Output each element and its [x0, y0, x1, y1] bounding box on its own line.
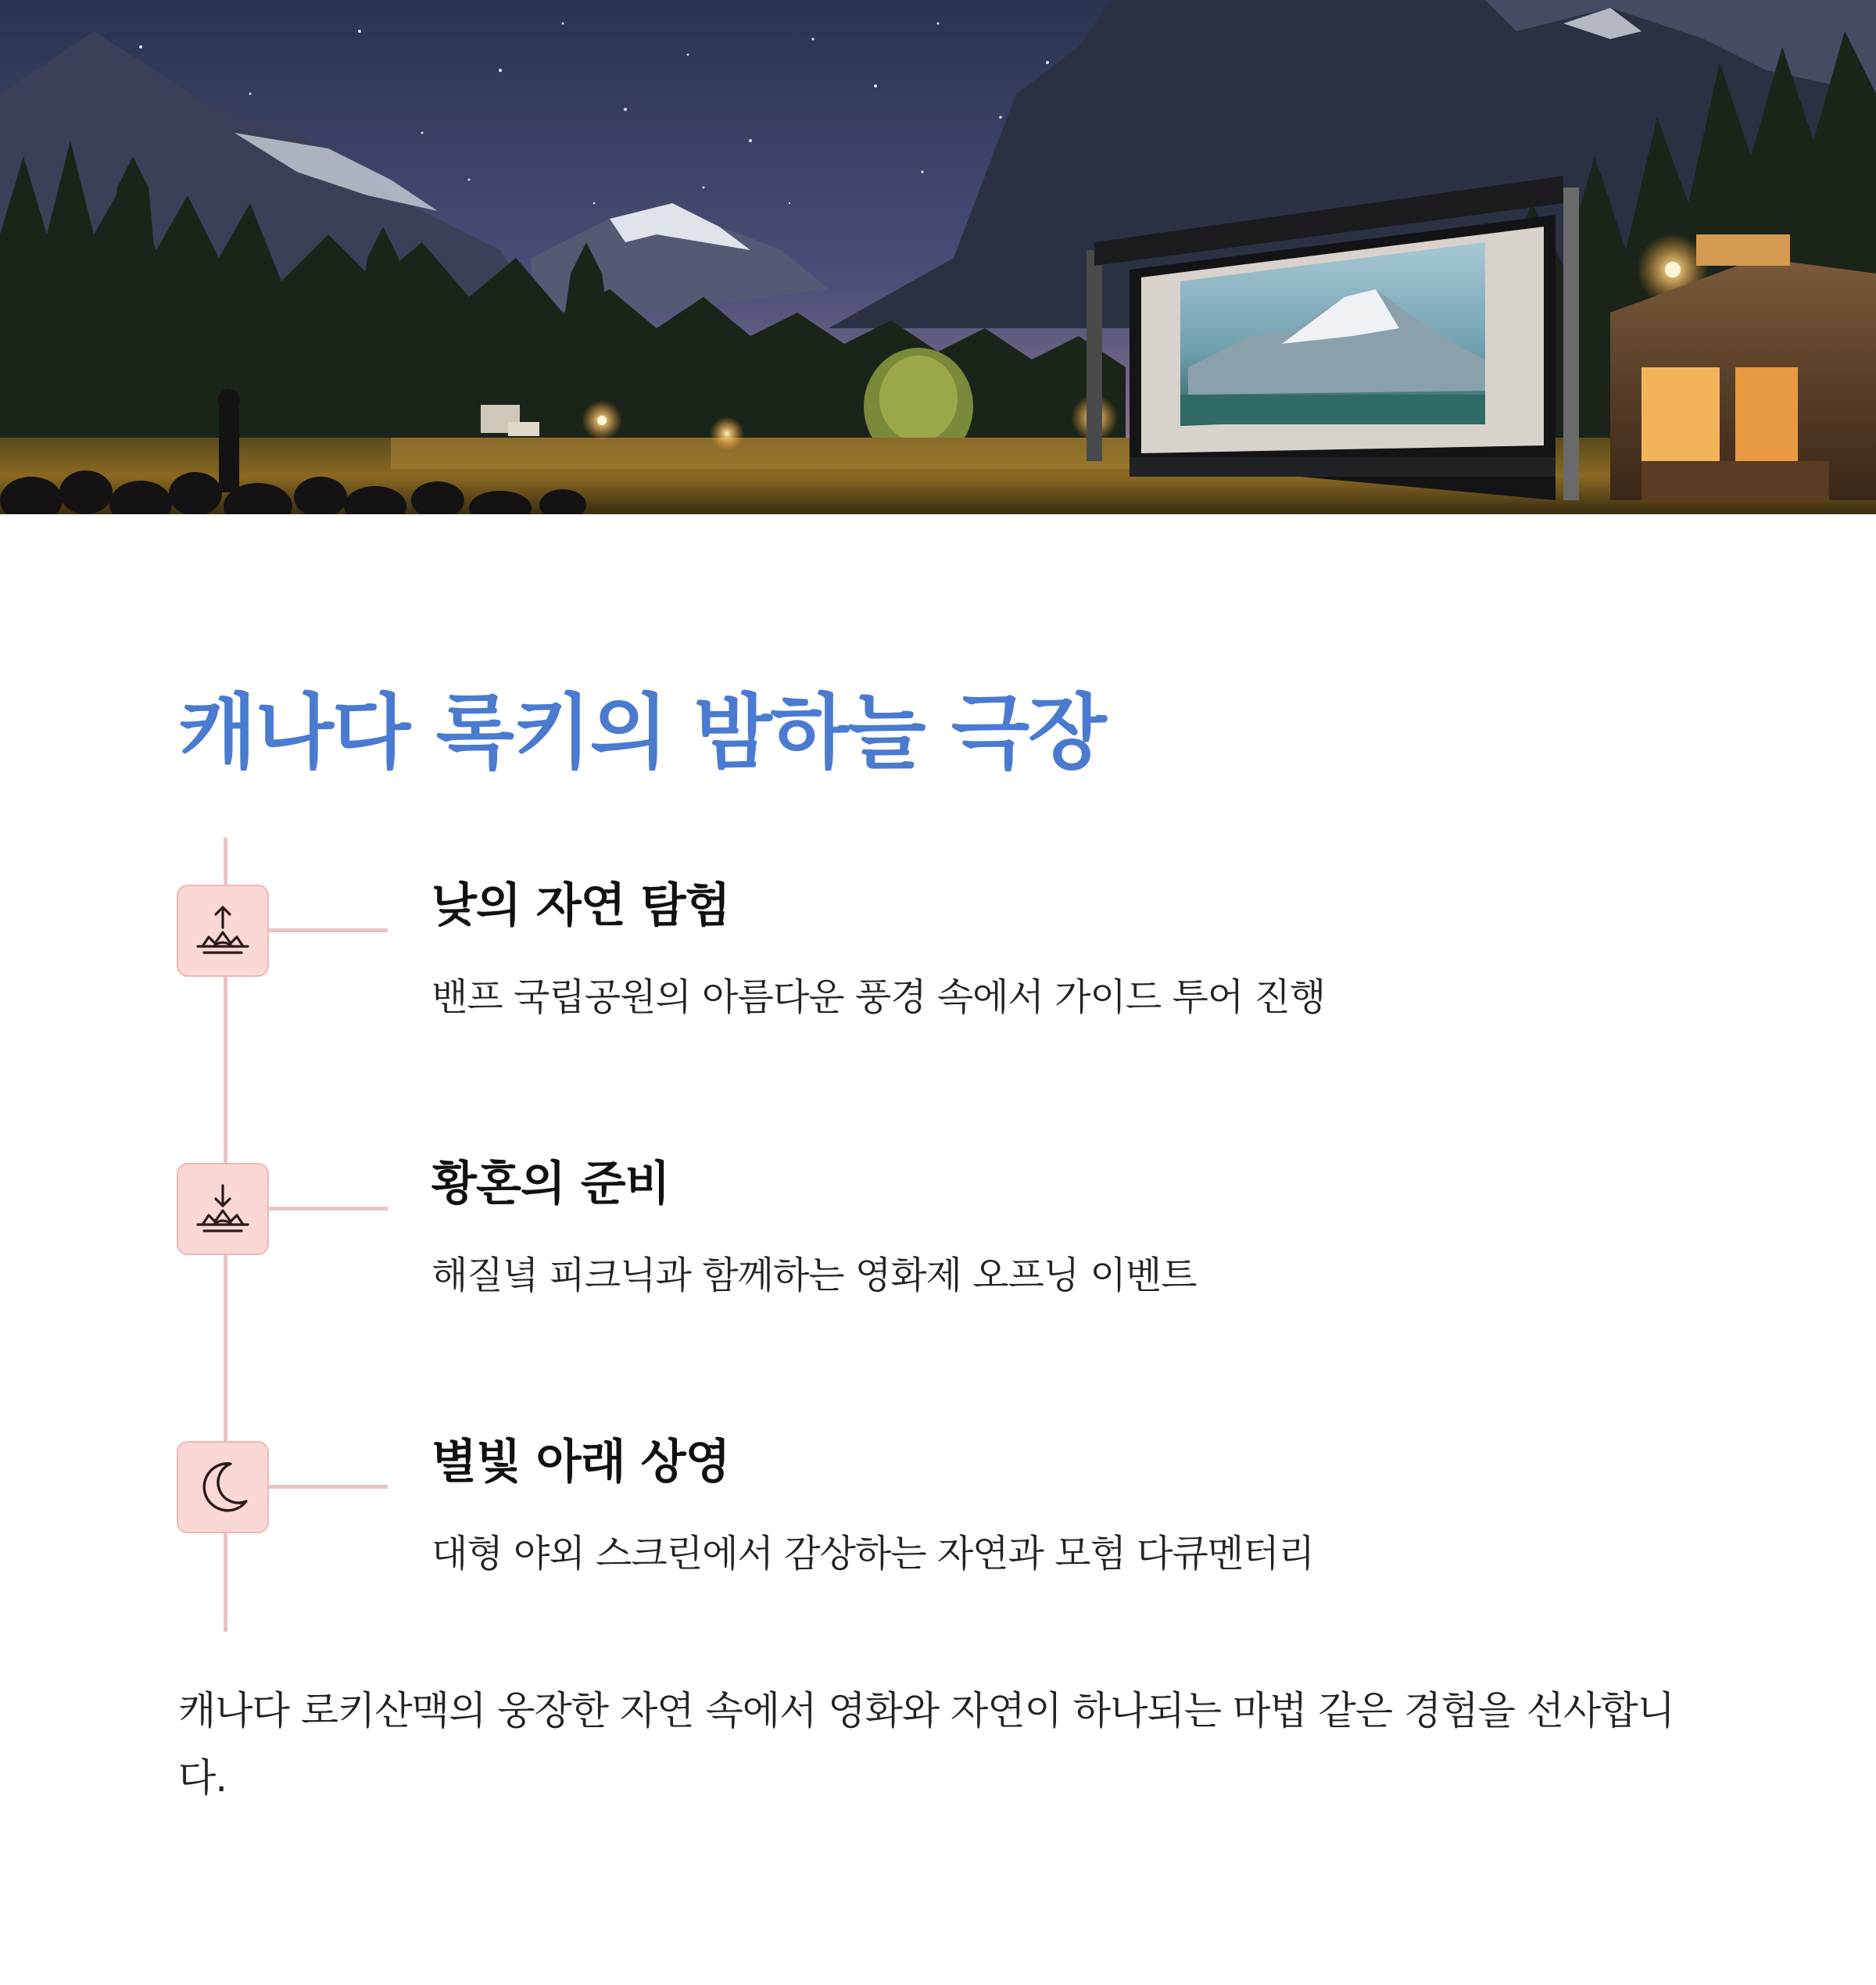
step-title: 별빛 아래 상영 — [431, 1435, 730, 1490]
page-title: 캐나다 록키의 밤하늘 극장 — [178, 685, 1105, 780]
step-description: 밴프 국립공원의 아름다운 풍경 속에서 가이드 투어 진행 — [431, 975, 1326, 1019]
timeline-connector — [269, 928, 388, 932]
outdoor-cinema-photo — [0, 0, 1876, 514]
step-title: 낮의 자연 탐험 — [431, 878, 730, 933]
timeline-connector — [269, 1207, 388, 1211]
summary-text: 캐나다 로키산맥의 웅장한 자연 속에서 영화와 자연이 하나되는 마법 같은 경험을 선사합니다. — [178, 1688, 1674, 1801]
timeline-connector — [269, 1485, 388, 1489]
step-title: 황혼의 준비 — [431, 1157, 670, 1211]
sunset-icon — [177, 1163, 269, 1255]
moon-icon — [177, 1441, 269, 1533]
hero-image — [0, 0, 1876, 514]
step-description: 해질녘 피크닉과 함께하는 영화제 오프닝 이벤트 — [431, 1254, 1197, 1297]
step-description: 대형 야외 스크린에서 감상하는 자연과 모험 다큐멘터리 — [431, 1532, 1315, 1575]
sunrise-icon — [177, 885, 269, 977]
